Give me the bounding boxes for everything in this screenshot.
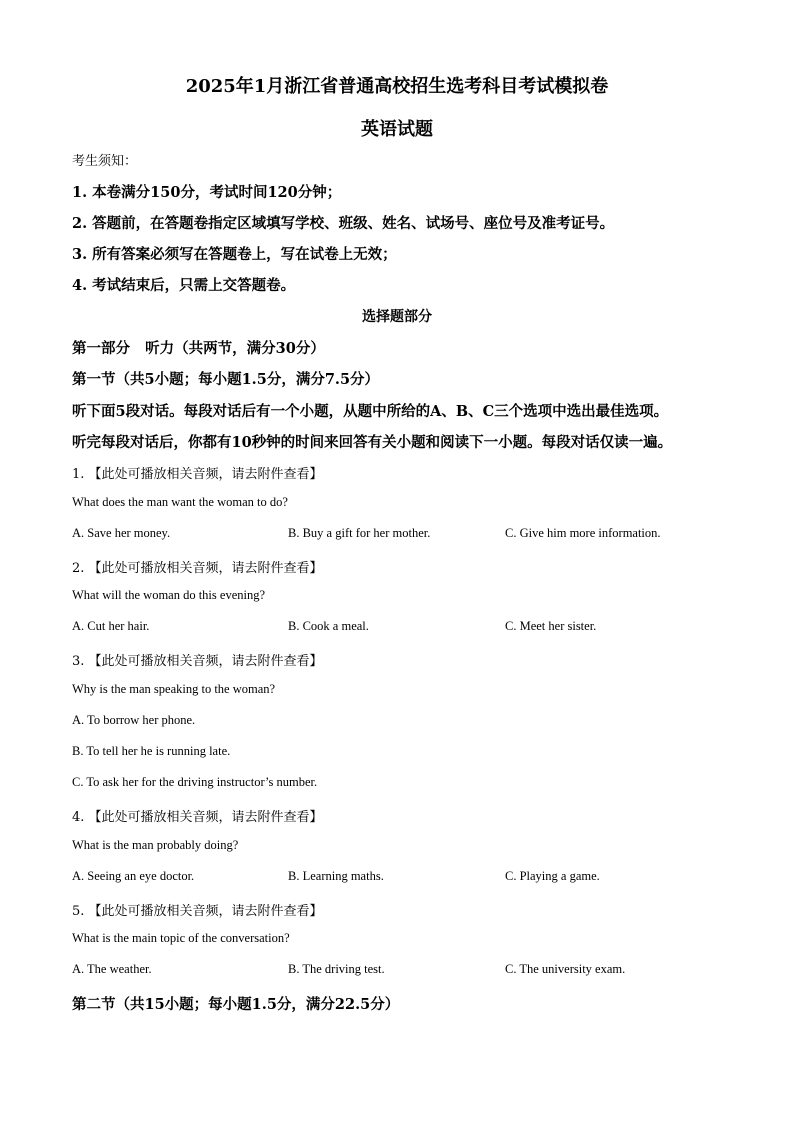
option-a: A. Seeing an eye doctor. — [72, 869, 195, 883]
notice-item: 3. 所有答案必须写在答题卷上，写在试卷上无效； — [72, 246, 397, 263]
option-a: A. The weather. — [72, 962, 152, 976]
option-c: C. Give him more information. — [505, 526, 661, 540]
option-c: C. To ask her for the driving instructor’s number. — [72, 775, 318, 789]
question-text: Why is the man speaking to the woman? — [72, 682, 276, 696]
question-text: What does the man want the woman to do? — [72, 495, 288, 509]
question-number: 3. — [72, 654, 85, 669]
notice-item: 4. 考试结束后，只需上交答题卷。 — [72, 277, 296, 294]
option-c: C. The university exam. — [505, 962, 626, 976]
question-number: 5. — [72, 904, 85, 919]
part-heading: 第一部分 听力（共两节，满分30分） — [72, 340, 325, 357]
section-title: 选择题部分 — [362, 309, 432, 325]
option-b: B. Cook a meal. — [288, 619, 369, 633]
audio-note: 【此处可播放相关音频，请去附件查看】 — [88, 467, 323, 482]
question-number: 2. — [72, 561, 85, 576]
option-a: A. Save her money. — [72, 526, 171, 540]
question-audio-line — [72, 650, 323, 669]
question-text: What is the man probably doing? — [72, 838, 239, 852]
subsection-heading: 第二节（共15小题；每小题1.5分，满分22.5分） — [72, 996, 400, 1013]
question-audio-line — [72, 557, 323, 576]
option-b: B. Learning maths. — [288, 869, 384, 883]
exam-title: 2025年1月浙江省普通高校招生选考科目考试模拟卷 — [185, 76, 609, 97]
question-audio-line — [72, 806, 323, 825]
instruction-line: 听下面5段对话。每段对话后有一个小题，从题中所给的A、B、C三个选项中选出最佳选项。 — [72, 403, 669, 420]
question-text: What will the woman do this evening? — [72, 588, 266, 602]
audio-note: 【此处可播放相关音频，请去附件查看】 — [88, 654, 323, 669]
audio-note: 【此处可播放相关音频，请去附件查看】 — [88, 904, 323, 919]
option-a: A. To borrow her phone. — [72, 713, 196, 727]
option-b: B. The driving test. — [288, 962, 385, 976]
question-number: 4. — [72, 810, 85, 825]
option-a: A. Cut her hair. — [72, 619, 150, 633]
notice-item: 1. 本卷满分150分，考试时间120分钟； — [72, 184, 342, 201]
question-audio-line — [72, 463, 323, 482]
question-audio-line — [72, 900, 323, 919]
option-b: B. To tell her he is running late. — [72, 744, 231, 758]
exam-subtitle: 英语试题 — [361, 119, 433, 140]
option-c: C. Playing a game. — [505, 869, 600, 883]
notice-item: 2. 答题前，在答题卷指定区域填写学校、班级、姓名、试场号、座位号及准考证号。 — [72, 215, 615, 232]
audio-note: 【此处可播放相关音频，请去附件查看】 — [88, 561, 323, 576]
question-number: 1. — [72, 467, 85, 482]
option-b: B. Buy a gift for her mother. — [288, 526, 431, 540]
instruction-line: 听完每段对话后，你都有10秒钟的时间来回答有关小题和阅读下一小题。每段对话仅读一遍。 — [72, 434, 673, 451]
notice-heading: 考生须知： — [72, 154, 138, 169]
question-text: What is the main topic of the conversation? — [72, 931, 290, 945]
audio-note: 【此处可播放相关音频，请去附件查看】 — [88, 810, 323, 825]
subsection-heading: 第一节（共5小题；每小题1.5分，满分7.5分） — [72, 371, 380, 388]
option-c: C. Meet her sister. — [505, 619, 597, 633]
